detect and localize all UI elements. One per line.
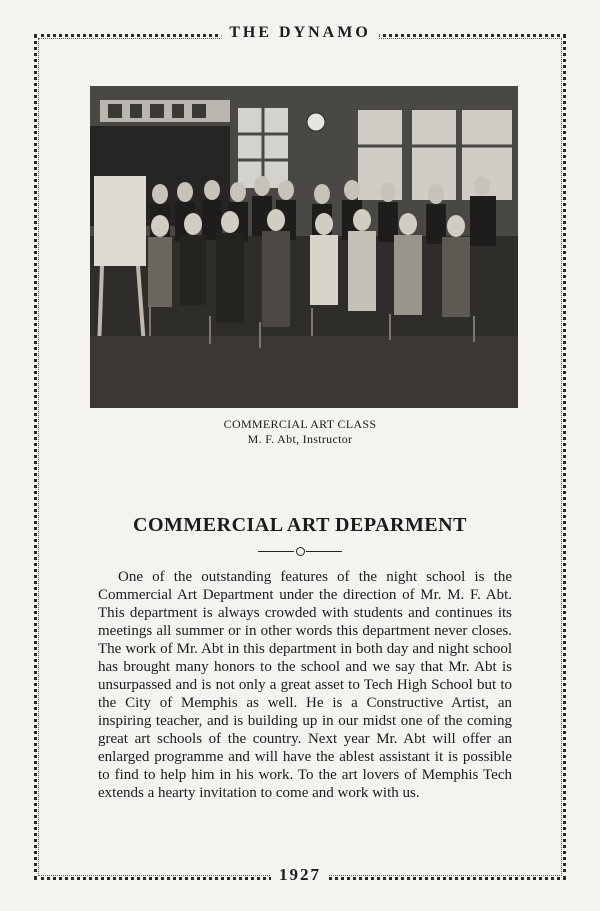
photo-caption-instructor: M. F. Abt, Instructor <box>247 432 353 446</box>
article-heading: COMMERCIAL ART DEPARMENT <box>133 514 467 536</box>
article-body: One of the outstanding features of the night school is the Commercial Art Department under the direction of Mr. M. F. Abt. This department is always crowded with students and continues its meetings all summer or in other words this department never closes. The work of Mr. Abt in this department in both day and night school has brought many honors to the school and we say that Mr. Abt is unsurpassed and is not only a great asset to Tech High School but to the City of Memphis as well. He is a Constructive Artist, an inspiring teacher, and is building up in our midst one of the coming great art schools of the country. Next year Mr. Abt will offer an enlarged programme and will have the ablest assistant it is possible to find to help him in his work. To the art lovers of Memphis Tech extends a hearty invitation to come and work with us. <box>98 569 512 801</box>
page-header-title: THE DYNAMO <box>221 24 379 42</box>
photo-caption-title: COMMERCIAL ART CLASS <box>223 417 377 431</box>
class-photo <box>90 86 518 408</box>
page-footer-year: 1927 <box>271 865 329 885</box>
divider-ornament <box>258 545 342 557</box>
